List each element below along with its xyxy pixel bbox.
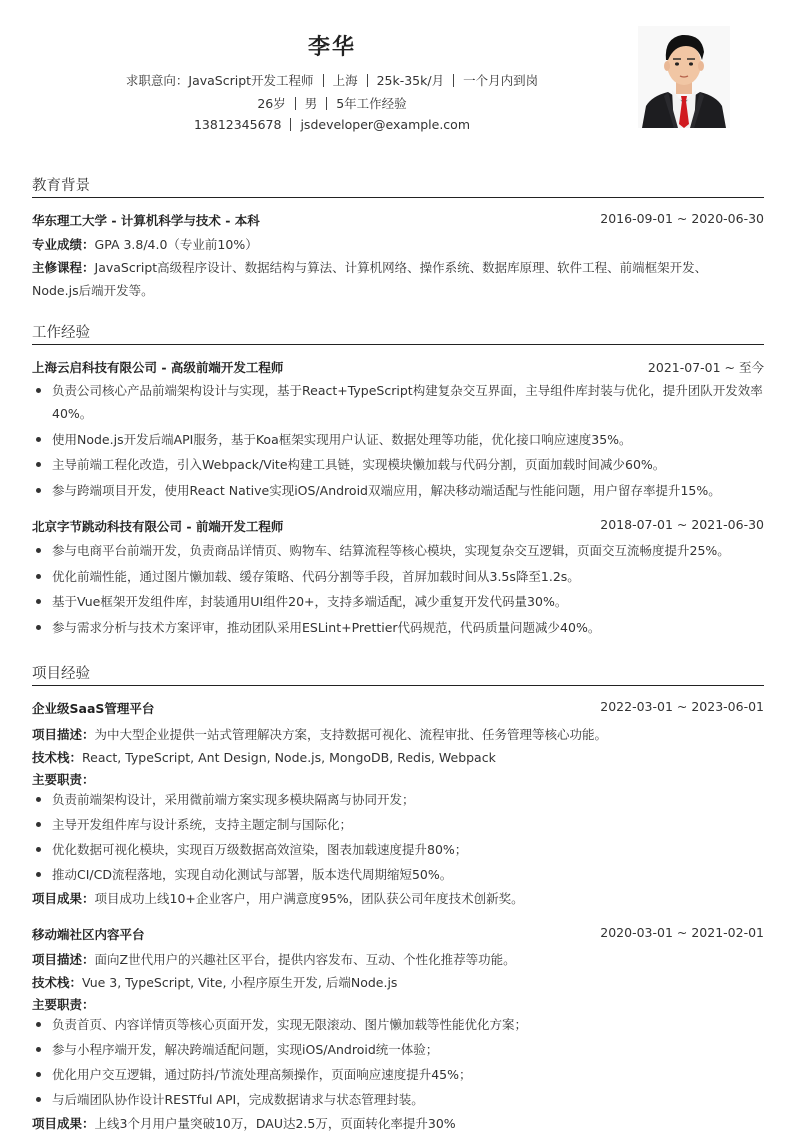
project-entry-header (32, 925, 764, 945)
divider (453, 74, 454, 87)
project-duties-label: 主要职责： (32, 997, 95, 1012)
bullet-icon (36, 872, 41, 877)
job-bullet: 使用Node.js开发后端API服务，基于Koa框架实现用户认证、数据处理等功能，优化接口响应速度35%。 (32, 428, 764, 451)
gpa-label: 专业成绩： (32, 237, 95, 252)
location: 上海 (332, 73, 358, 88)
job-bullet: 基于Vue框架开发组件库，封装通用UI组件20+，支持多端适配，减少重复开发代码量30%。 (32, 590, 764, 613)
project-desc-line: 项目描述：面向Z世代用户的兴趣社区平台，提供内容发布、互动、个性化推荐等功能。 (32, 952, 516, 967)
education-entry-header (32, 211, 764, 231)
project-stack-line: 技术栈：Vue 3, TypeScript, Vite, 小程序原生开发, 后端Node.js (32, 975, 398, 990)
courses-line-cont: Node.js后端开发等。 (32, 283, 154, 298)
section-title-work: 工作经验 (32, 325, 90, 341)
project-duty: 负责前端架构设计，采用微前端方案实现多模块隔离与协同开发； (32, 788, 764, 811)
project-duty: 推动CI/CD流程落地，实现自动化测试与部署，版本迭代周期缩短50%。 (32, 863, 764, 886)
project-stack-line: 技术栈：React, TypeScript, Ant Design, Node.js, MongoDB, Redis, Webpack (32, 750, 496, 765)
phone: 13812345678 (193, 117, 282, 132)
project-result-line: 项目成果：上线3个月用户量突破10万，DAU达2.5万，页面转化率提升30% (32, 1116, 456, 1131)
job-entry-header (32, 517, 764, 537)
courses-value: JavaScript高级程序设计、数据结构与算法、计算机网络、操作系统、数据库原理、软件工程、前端框架开发、 (94, 260, 708, 275)
bullet-icon (36, 599, 41, 604)
job-bullet: 主导前端工程化改造，引入Webpack/Vite构建工具链，实现模块懒加载与代码分割，页面加载时间减少60%。 (32, 453, 764, 476)
gpa-line (32, 235, 764, 253)
avatar-photo-icon (638, 26, 730, 128)
project-duty: 与后端团队协作设计RESTful API，完成数据请求与状态管理封装。 (32, 1088, 764, 1111)
job-bullet: 负责公司核心产品前端架构设计与实现，基于React+TypeScript构建复杂交互界面，主导组件库封装与优化，提升团队开发效率40%。 (32, 379, 764, 425)
bullet-icon (36, 625, 41, 630)
project-duty: 参与小程序端开发，解决跨端适配问题，实现iOS/Android统一体验； (32, 1038, 764, 1061)
job-date: 2021-07-01 ~ 至今 (647, 360, 764, 375)
bullet-icon (36, 1022, 41, 1027)
project-duty: 负责首页、内容详情页等核心页面开发，实现无限滚动、图片懒加载等性能优化方案； (32, 1013, 764, 1036)
bullet-icon (36, 822, 41, 827)
section-title-education: 教育背景 (32, 178, 90, 194)
section-divider (32, 344, 764, 345)
experience-years: 5年工作经验 (336, 96, 407, 111)
job-bullet: 优化前端性能，通过图片懒加载、缓存策略、代码分割等手段，首屏加载时间从3.5s降至1.2s。 (32, 565, 764, 588)
bullet-icon (36, 1047, 41, 1052)
divider (290, 118, 291, 131)
project-date: 2022-03-01 ~ 2023-06-01 (600, 699, 764, 714)
school-degree: 华东理工大学 - 计算机科学与技术 - 本科 (32, 213, 260, 228)
basic-info-line (0, 94, 664, 112)
bullet-icon (36, 1097, 41, 1102)
courses-label: 主修课程： (32, 260, 95, 275)
bullet-icon (36, 462, 41, 467)
project-duty: 主导开发组件库与设计系统，支持主题定制与国际化； (32, 813, 764, 836)
bullet-icon (36, 488, 41, 493)
bullet-icon (36, 797, 41, 802)
job-intent: 求职意向：JavaScript开发工程师 (125, 73, 314, 88)
project-entry-header (32, 699, 764, 719)
project-name: 企业级SaaS管理平台 (32, 701, 155, 716)
education-date: 2016-09-01 ~ 2020-06-30 (600, 211, 764, 226)
job-bullet: 参与跨端项目开发，使用React Native实现iOS/Android双端应用，解决移动端适配与性能问题，用户留存率提升15%。 (32, 479, 764, 502)
contact-line (0, 117, 664, 132)
gpa-value: GPA 3.8/4.0（专业前10%） (94, 237, 258, 252)
project-date: 2020-03-01 ~ 2021-02-01 (600, 925, 764, 940)
bullet-icon (36, 847, 41, 852)
section-divider (32, 685, 764, 686)
project-result-line: 项目成果：项目成功上线10+企业客户，用户满意度95%，团队获公司年度技术创新奖。 (32, 891, 524, 906)
candidate-name: 李华 (307, 35, 356, 60)
project-duty: 优化数据可视化模块，实现百万级数据高效渲染，图表加载速度提升80%； (32, 838, 764, 861)
job-title: 上海云启科技有限公司 - 高级前端开发工程师 (32, 360, 284, 375)
avatar (638, 26, 730, 128)
job-date: 2018-07-01 ~ 2021-06-30 (600, 517, 764, 532)
project-duty: 优化用户交互逻辑，通过防抖/节流处理高频操作，页面响应速度提升45%； (32, 1063, 764, 1086)
bullet-icon (36, 388, 41, 393)
bullet-icon (36, 574, 41, 579)
job-entry-header (32, 358, 764, 378)
salary: 25k-35k/月 (376, 73, 445, 88)
bullet-icon (36, 548, 41, 553)
divider (295, 97, 296, 110)
job-title: 北京字节跳动科技有限公司 - 前端开发工程师 (32, 519, 284, 534)
bullet-icon (36, 1072, 41, 1077)
bullet-icon (36, 437, 41, 442)
age: 26岁 (257, 96, 286, 111)
section-title-projects: 项目经验 (32, 666, 90, 682)
availability: 一个月内到岗 (463, 73, 539, 88)
project-name: 移动端社区内容平台 (32, 927, 145, 942)
job-bullet: 参与电商平台前端开发，负责商品详情页、购物车、结算流程等核心模块，实现复杂交互逻辑，页面交互流畅度提升25%。 (32, 539, 764, 562)
project-desc-line: 项目描述：为中大型企业提供一站式管理解决方案，支持数据可视化、流程审批、任务管理等核心功能。 (32, 727, 608, 742)
job-intent-line (0, 71, 664, 89)
divider (367, 74, 368, 87)
courses-line (32, 258, 764, 276)
email: jsdeveloper@example.com (300, 117, 471, 132)
divider (323, 74, 324, 87)
project-duties-label: 主要职责： (32, 772, 95, 787)
gender: 男 (304, 96, 318, 111)
divider (326, 97, 327, 110)
section-divider (32, 197, 764, 198)
job-bullet: 参与需求分析与技术方案评审，推动团队采用ESLint+Prettier代码规范，代码质量问题减少40%。 (32, 616, 764, 639)
